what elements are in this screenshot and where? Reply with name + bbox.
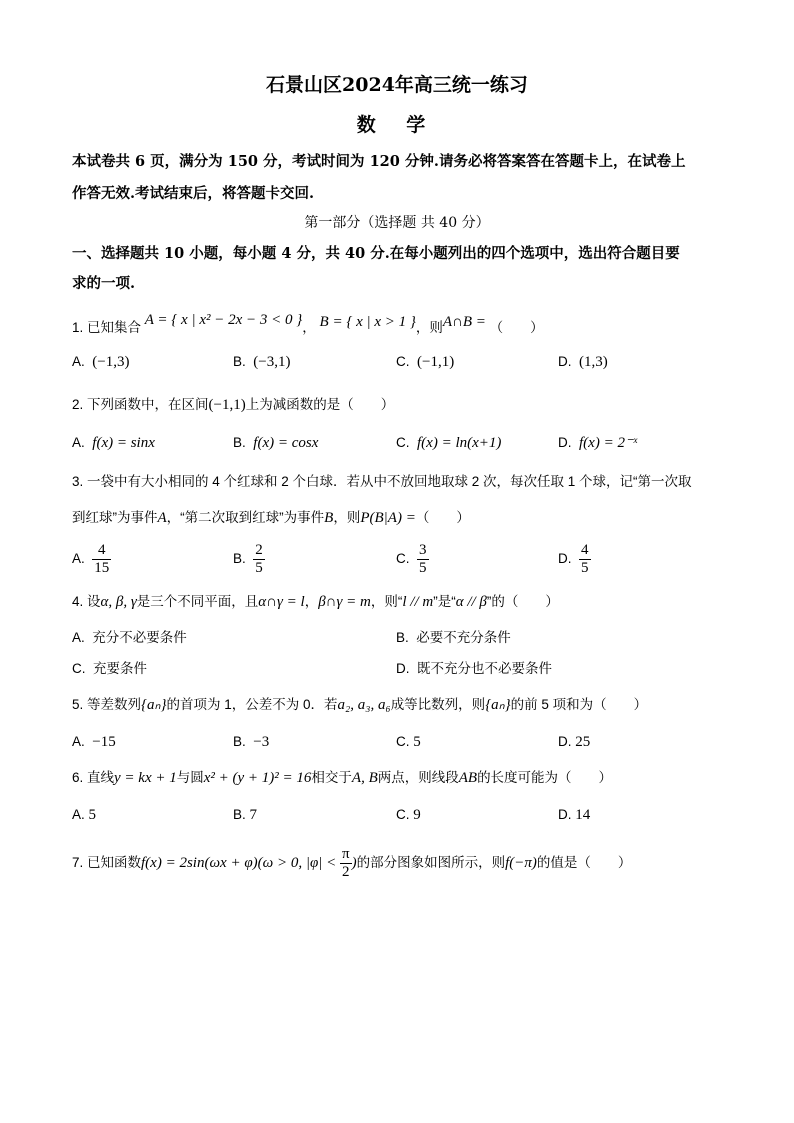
q4-option-a: A. 充分不必要条件 [72, 630, 187, 645]
section-line-1: 一、选择题共 10 小题，每小题 4 分，共 40 分.在每小题列出的四个选项中，选出符合题目要 [72, 245, 680, 262]
q2-option-c: C. f(x) = ln(x+1) [396, 435, 502, 451]
q1-option-c: C. (−1,1) [396, 354, 455, 370]
q4-option-b: B. 必要不充分条件 [396, 630, 511, 645]
q5-option-b: B. −3 [233, 734, 270, 750]
q1-set-a: A = { x | x² − 2x − 3 < 0 } [144, 312, 303, 328]
q1-set-b: B = { x | x > 1 } [319, 314, 416, 330]
q6-option-b: B. 7 [233, 807, 258, 823]
q4-option-d: D. 既不充分也不必要条件 [396, 661, 553, 676]
q3-option-a: A. $\frac{4}{15}$ [72, 542, 110, 576]
q6-option-c: C. 9 [396, 807, 421, 823]
q2-interval: (−1,1) [208, 397, 246, 413]
q1-option-a: A. (−1,3) [72, 354, 130, 370]
question-7-stem: 7. 已知函数f(x) = 2sin(ωx + φ)(ω > 0, |φ| < $\frac{\pi}{2}$ )的部分图象如图所示，则f(−π)的值是（ ） [72, 846, 632, 880]
q1-intersection: A∩B = [442, 314, 486, 330]
q3-option-c: C. $\frac{3}{5}$ [396, 542, 427, 576]
question-2-stem: 2. 下列函数中，在区间(−1,1)上为减函数的是（ ） [72, 397, 395, 413]
exam-notice [72, 146, 724, 210]
q4-option-c: C. 充要条件 [72, 661, 148, 676]
question-6-stem: 6. 直线y = kx + 1与圆x² + (y + 1)² = 16相交于A, B两点，则线段AB的长度可能为（ ） [72, 770, 613, 786]
q3-option-b: B. $\frac{2}{5}$ [233, 542, 263, 576]
q5-option-d: D. 25 [558, 734, 591, 750]
q1-option-d: D. (1,3) [558, 354, 608, 370]
q1-option-b: B. (−3,1) [233, 354, 291, 370]
q6-option-a: A. 5 [72, 807, 97, 823]
section-heading [72, 239, 724, 299]
q5-option-a: A. −15 [72, 734, 116, 750]
notice-line-2: 作答无效.考试结束后，将答题卡交回. [72, 185, 315, 202]
q6-option-d: D. 14 [558, 807, 591, 823]
q2-option-b: B. f(x) = cosx [233, 435, 319, 451]
q1-blank: （ ） [489, 320, 544, 335]
q1-text: 1. 已知集合 [72, 320, 142, 335]
question-1-stem [72, 312, 722, 338]
question-5-stem: 5. 等差数列{aₙ}的首项为 1，公差不为 0．若a₂, a₃, a₆成等比数列，则{aₙ}的前 5 项和为（ ） [72, 697, 648, 713]
q2-option-a: A. f(x) = sinx [72, 435, 155, 451]
q1-then: ，则 [415, 320, 443, 335]
question-4-stem: 4. 设α, β, γ是三个不同平面，且α∩γ = l，β∩γ = m，则“l // m”是“α // β”的（ ） [72, 594, 559, 610]
question-3-stem-line-2: 到红球”为事件A，“第二次取到红球”为事件B，则P(B|A) =（ ） [72, 510, 470, 526]
notice-line-1: 本试卷共 6 页，满分为 150 分，考试时间为 120 分钟.请务必将答案答在答题卡上，在试卷上 [72, 153, 686, 170]
exam-subject: 数 学 [356, 114, 438, 136]
q1-comma: ， [302, 320, 316, 335]
part-heading: 第一部分（选择题 共 40 分） [304, 215, 490, 231]
q5-option-c: C. 5 [396, 734, 421, 750]
exam-title: 石景山区2024年高三统一练习 [266, 74, 528, 96]
question-3-stem-line-1: 3. 一袋中有大小相同的 4 个红球和 2 个白球．若从中不放回地取球 2 次，每次任取 1 个球，记“第一次取 [72, 474, 692, 489]
q2-option-d: D. f(x) = 2⁻ˣ [558, 435, 638, 451]
section-line-2: 求的一项. [72, 275, 136, 292]
q3-option-d: D. $\frac{4}{5}$ [558, 542, 589, 576]
